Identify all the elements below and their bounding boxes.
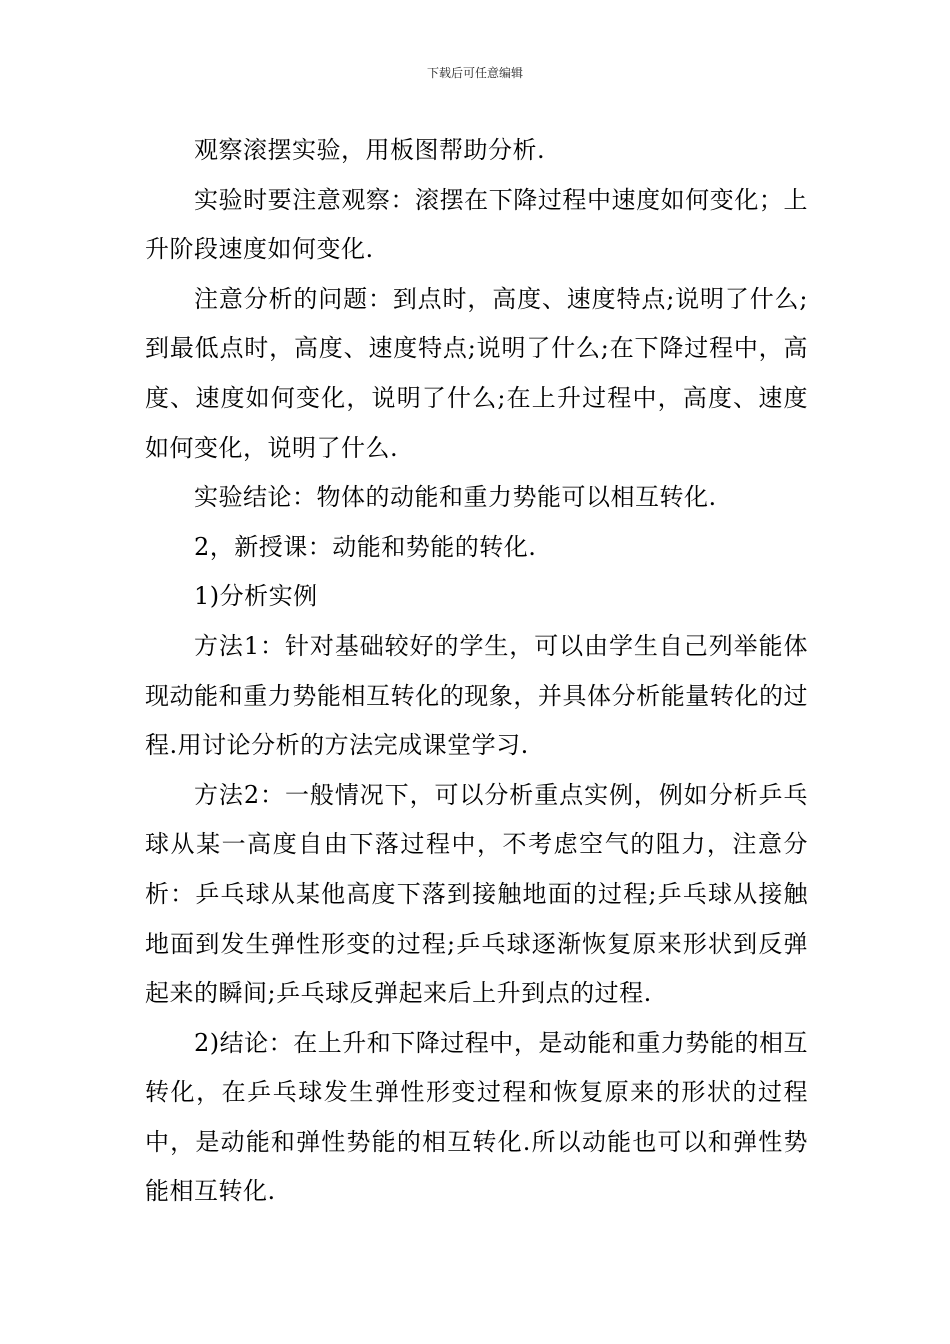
page-header: 下载后可任意编辑 [426, 66, 523, 80]
paragraph-method-1: 方法1：针对基础较好的学生，可以由学生自己列举能体现动能和重力势能相互转化的现象，并具体分析能量转化的过程.用讨论分析的方法完成课堂学习. [145, 631, 808, 760]
paragraph-observe-experiment: 观察滚摆实验，用板图帮助分析. [194, 136, 546, 164]
paragraph-conclusion: 2)结论：在上升和下降过程中，是动能和重力势能的相互转化，在乒乓球发生弹性形变过程和恢复原来的形状的过程中，是动能和弹性势能的相互转化.所以动能也可以和弹性势能相互转化. [145, 1028, 808, 1206]
paragraph-experiment-notes: 实验时要注意观察：滚摆在下降过程中速度如何变化；上升阶段速度如何变化. [145, 185, 808, 264]
paragraph-experiment-conclusion: 实验结论：物体的动能和重力势能可以相互转化. [194, 483, 717, 512]
paragraph-analyze-examples: 1)分析实例 [194, 582, 318, 611]
paragraph-new-lesson: 2，新授课：动能和势能的转化. [194, 532, 537, 561]
paragraph-method-2: 方法2：一般情况下，可以分析重点实例，例如分析乒乓球从某一高度自由下落过程中，不考虑空气的阻力，注意分析：乒乓球从某他高度下落到接触地面的过程;乒乓球从接触地面到发生弹性形变的过程;乒乓球逐渐恢复原来形状到反弹起来的瞬间;乒乓球反弹起来后上升到点的过程. [145, 780, 808, 1008]
document-body [145, 126, 808, 1217]
paragraph-analysis-questions: 注意分析的问题：到点时，高度、速度特点;说明了什么;到最低点时，高度、速度特点;说明了什么;在下降过程中，高度、速度如何变化，说明了什么;在上升过程中，高度、速度如何变化，说明了什么. [145, 284, 808, 462]
